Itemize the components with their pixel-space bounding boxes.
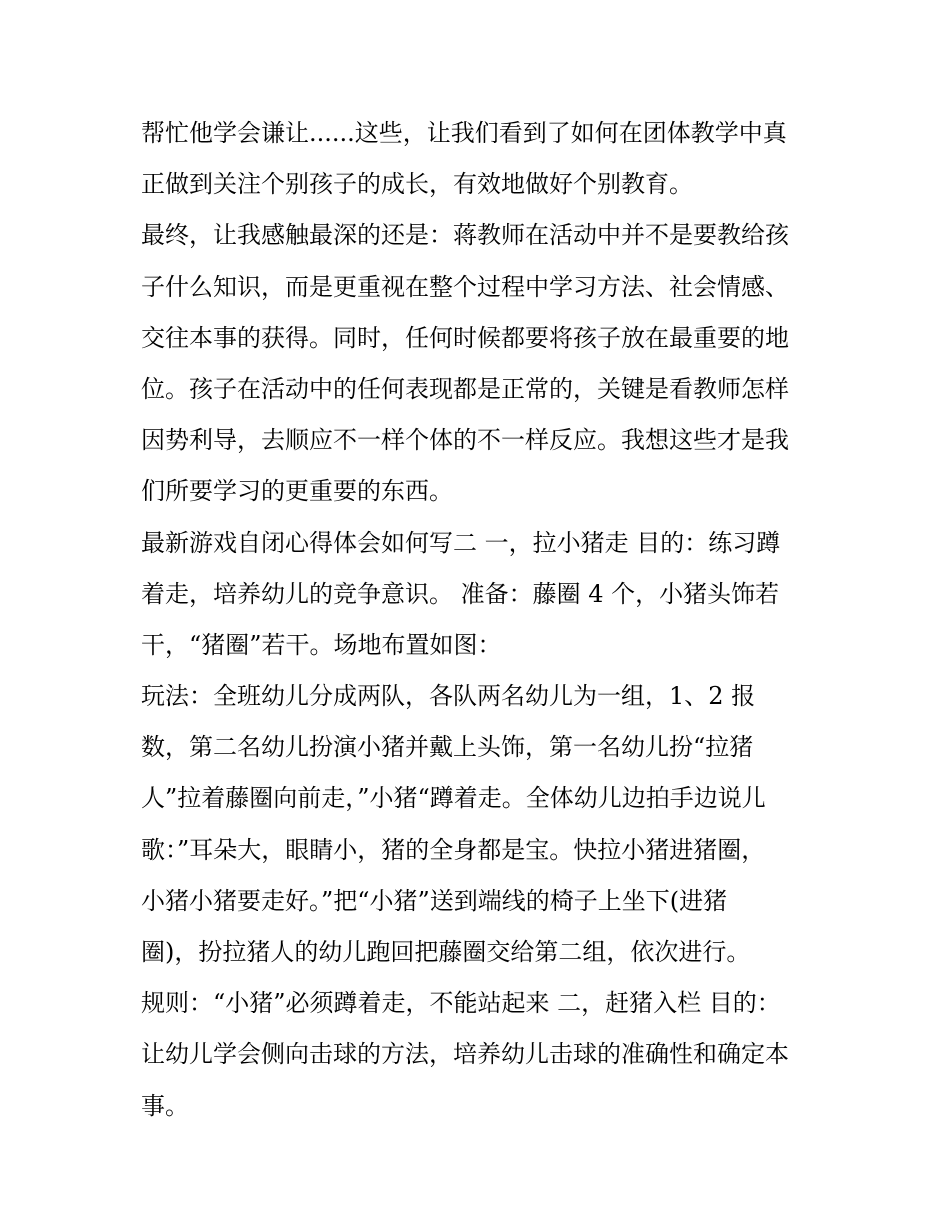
text-line: 最新游戏自闭心得体会如何写二 一，拉小猪走 目的：练习蹲 [141,528,781,557]
text-line: 规则：“小猪”必须蹲着走，不能站起来 二，赶猪入栏 目的： [141,989,781,1018]
text-line: 们所要学习的更重要的东西。 [141,477,453,506]
text-line: 人”拉着藤圈向前走，”小猪“蹲着走。全体幼儿边拍手边说儿 [141,784,766,813]
text-line: 数，第二名幼儿扮演小猪并戴上头饰，第一名幼儿扮“拉猪 [141,733,754,762]
text-line: 着走，培养幼儿的竞争意识。 准备：藤圈 4 个，小猪头饰若 [141,579,780,608]
text-line: 干，“猪圈”若干。场地布置如图： [141,630,502,659]
text-line: 帮忙他学会谦让......这些，让我们看到了如何在团体教学中真 [141,119,787,147]
text-line: 交往本事的获得。同时，任何时候都要将孩子放在最重要的地 [141,323,789,352]
text-line: 事。 [141,1091,189,1120]
text-line: 歌：”耳朵大，眼睛小，猪的全身都是宝。快拉小猪进猪圈， [141,835,766,864]
text-line: 正做到关注个别孩子的成长，有效地做好个别教育。 [141,170,693,199]
text-line: 圈)，扮拉猪人的幼儿跑回把藤圈交给第二组，依次进行。 [141,938,751,966]
text-line: 位。孩子在活动中的任何表现都是正常的，关键是看教师怎样 [141,374,789,403]
text-line: 最终，让我感触最深的还是：蒋教师在活动中并不是要教给孩 [141,221,789,250]
text-line: 玩法：全班幼儿分成两队，各队两名幼儿为一组，1、2 报 [141,682,756,711]
text-line: 因势利导，去顺应不一样个体的不一样反应。我想这些才是我 [141,426,789,455]
text-line: 让幼儿学会侧向击球的方法，培养幼儿击球的准确性和确定本 [141,1040,789,1069]
body-text [141,108,821,1132]
text-line: 子什么知识，而是更重视在整个过程中学习方法、社会情感、 [141,272,789,301]
text-line: 小猪小猪要走好。”把“小猪”送到端线的椅子上坐下(进猪 [141,886,728,915]
